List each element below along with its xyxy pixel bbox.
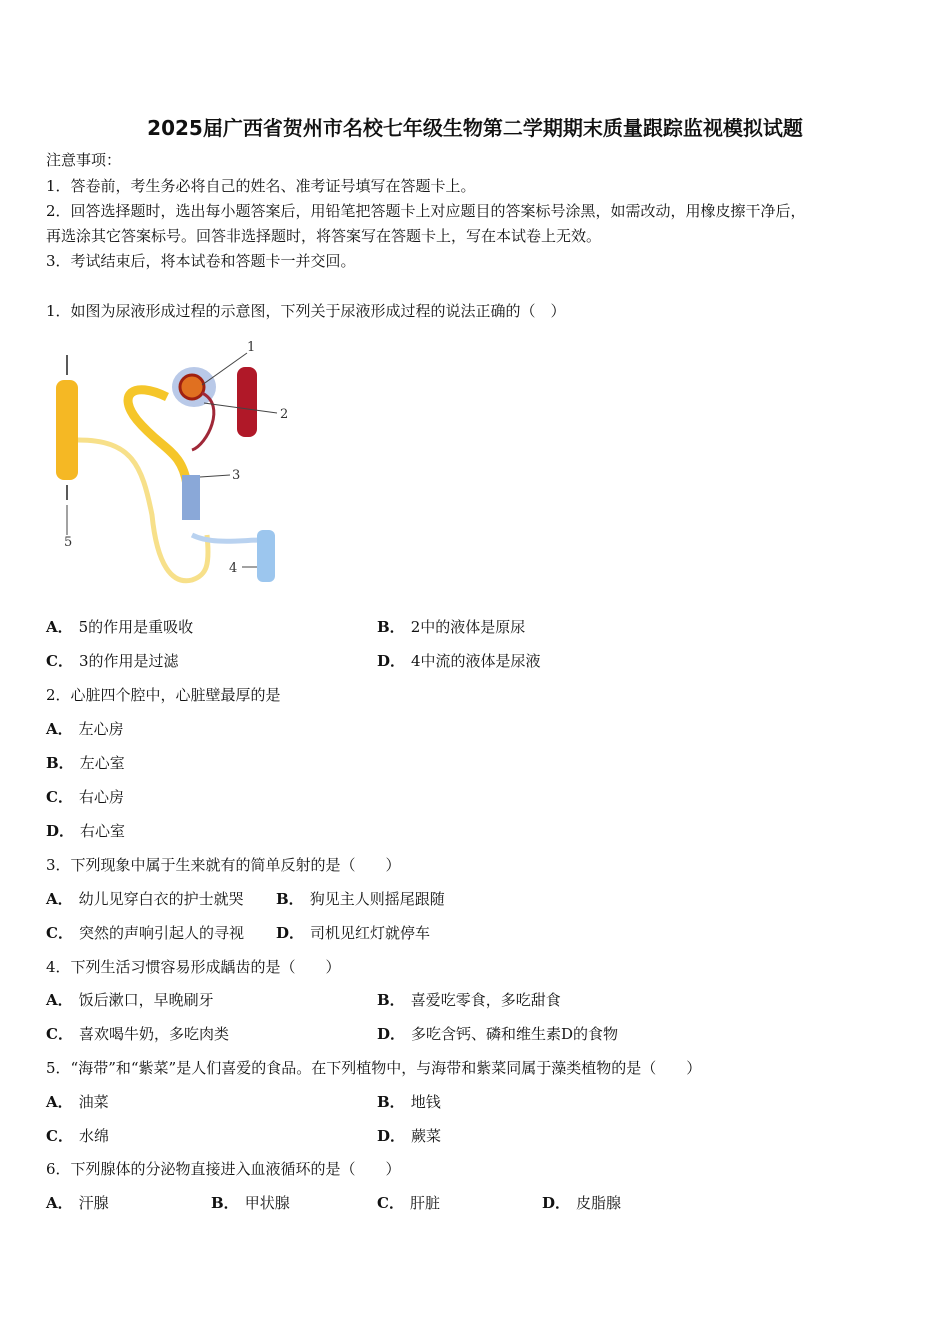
option-text: 多吃含钙、磷和维生素D的食物	[411, 1025, 619, 1043]
note-line: 3．考试结束后，将本试卷和答题卡一并交回。	[46, 252, 356, 270]
q6-option-d[interactable]	[542, 1193, 621, 1213]
q4-option-b[interactable]	[377, 990, 561, 1010]
option-text: 喜爱吃零食，多吃甜食	[410, 991, 561, 1009]
figure-label-4: 4	[229, 561, 238, 576]
option-key: C．	[46, 924, 73, 942]
figure-label-1: 1	[247, 340, 256, 355]
option-key: A．	[46, 720, 73, 738]
figure-label-3: 3	[232, 468, 241, 483]
question-1-stem: 1．如图为尿液形成过程的示意图，下列关于尿液形成过程的说法正确的（ ）	[46, 302, 566, 320]
option-text: 突然的声响引起人的寻视	[78, 924, 244, 942]
option-key: D．	[377, 652, 406, 670]
q6-option-c[interactable]	[377, 1193, 440, 1213]
option-text: 左心房	[78, 720, 124, 738]
option-key: A．	[46, 991, 73, 1009]
question-5-stem: 5．“海带”和“紫菜”是人们喜爱的食品。在下列植物中，与海带和紫菜同属于藻类植物的是（ ）	[46, 1059, 702, 1077]
option-text: 司机见红灯就停车	[310, 924, 431, 942]
option-text: 4中流的液体是尿液	[411, 652, 541, 670]
question-3-stem: 3．下列现象中属于生来就有的简单反射的是（ ）	[46, 856, 401, 874]
q2-option-a[interactable]	[46, 719, 124, 739]
option-key: D．	[377, 1025, 406, 1043]
option-text: 汗腺	[78, 1194, 109, 1212]
question-4-stem: 4．下列生活习惯容易形成龋齿的是（ ）	[46, 958, 341, 976]
q4-option-a[interactable]	[46, 990, 214, 1010]
option-key: A．	[46, 618, 73, 636]
option-text: 右心室	[80, 822, 126, 840]
option-key: D．	[276, 924, 305, 942]
option-text: 5的作用是重吸收	[78, 618, 194, 636]
q5-option-d[interactable]	[377, 1126, 441, 1146]
option-key: A．	[46, 1194, 73, 1212]
option-text: 狗见主人则摇尾跟随	[309, 890, 445, 908]
option-text: 2中的液体是原尿	[410, 618, 526, 636]
q3-option-c[interactable]	[46, 923, 244, 943]
option-text: 幼儿见穿白衣的护士就哭	[78, 890, 244, 908]
option-text: 皮脂腺	[576, 1194, 622, 1212]
q2-option-b[interactable]	[46, 753, 125, 773]
q1-option-a[interactable]	[46, 617, 193, 637]
q5-option-b[interactable]	[377, 1092, 441, 1112]
option-key: B．	[377, 618, 405, 636]
document-title: 2025届广西省贺州市名校七年级生物第二学期期末质量跟踪监视模拟试题	[147, 116, 803, 140]
option-key: C．	[46, 652, 73, 670]
q4-option-d[interactable]	[377, 1024, 618, 1044]
question-6-stem: 6．下列腺体的分泌物直接进入血液循环的是（ ）	[46, 1160, 401, 1178]
option-text: 右心房	[78, 788, 124, 806]
q1-option-c[interactable]	[46, 651, 179, 671]
option-text: 蕨菜	[411, 1127, 442, 1145]
option-key: B．	[211, 1194, 239, 1212]
note-line: 2．回答选择题时，选出每小题答案后，用铅笔把答题卡上对应题目的答案标号涂黑，如需改动，用橡皮擦干净后，	[46, 202, 806, 220]
q3-option-d[interactable]	[276, 923, 430, 943]
option-text: 油菜	[78, 1093, 109, 1111]
q6-option-a[interactable]	[46, 1193, 109, 1213]
option-key: C．	[46, 1127, 73, 1145]
option-key: B．	[377, 991, 405, 1009]
q4-option-c[interactable]	[46, 1024, 229, 1044]
option-text: 3的作用是过滤	[78, 652, 179, 670]
note-line: 1．答卷前，考生务必将自己的姓名、准考证号填写在答题卡上。	[46, 177, 476, 195]
option-key: C．	[46, 788, 73, 806]
option-key: A．	[46, 890, 73, 908]
option-key: D．	[46, 822, 75, 840]
q6-option-b[interactable]	[211, 1193, 290, 1213]
q2-option-d[interactable]	[46, 821, 125, 841]
option-key: D．	[377, 1127, 406, 1145]
option-key: B．	[276, 890, 304, 908]
option-text: 喜欢喝牛奶，多吃肉类	[78, 1025, 229, 1043]
option-text: 饭后漱口，早晚刷牙	[78, 991, 214, 1009]
option-text: 甲状腺	[244, 1194, 290, 1212]
question-2-stem: 2．心脏四个腔中，心脏壁最厚的是	[46, 686, 281, 704]
q5-option-c[interactable]	[46, 1126, 109, 1146]
q2-option-c[interactable]	[46, 787, 124, 807]
q5-option-a[interactable]	[46, 1092, 109, 1112]
q3-option-a[interactable]	[46, 889, 244, 909]
q3-option-b[interactable]	[276, 889, 445, 909]
option-key: A．	[46, 1093, 73, 1111]
option-text: 左心室	[79, 754, 125, 772]
q1-option-d[interactable]	[377, 651, 541, 671]
option-text: 地钱	[410, 1093, 441, 1111]
urine-formation-diagram	[42, 335, 297, 590]
option-key: C．	[46, 1025, 73, 1043]
option-key: B．	[377, 1093, 405, 1111]
q1-option-b[interactable]	[377, 617, 525, 637]
figure-label-2: 2	[280, 407, 289, 422]
note-line: 再选涂其它答案标号。回答非选择题时，将答案写在答题卡上，写在本试卷上无效。	[46, 227, 602, 245]
option-key: C．	[377, 1194, 404, 1212]
option-key: B．	[46, 754, 74, 772]
figure-label-5: 5	[64, 535, 73, 550]
option-key: D．	[542, 1194, 571, 1212]
option-text: 肝脏	[409, 1194, 440, 1212]
notes-heading: 注意事项：	[46, 151, 122, 169]
option-text: 水绵	[78, 1127, 109, 1145]
